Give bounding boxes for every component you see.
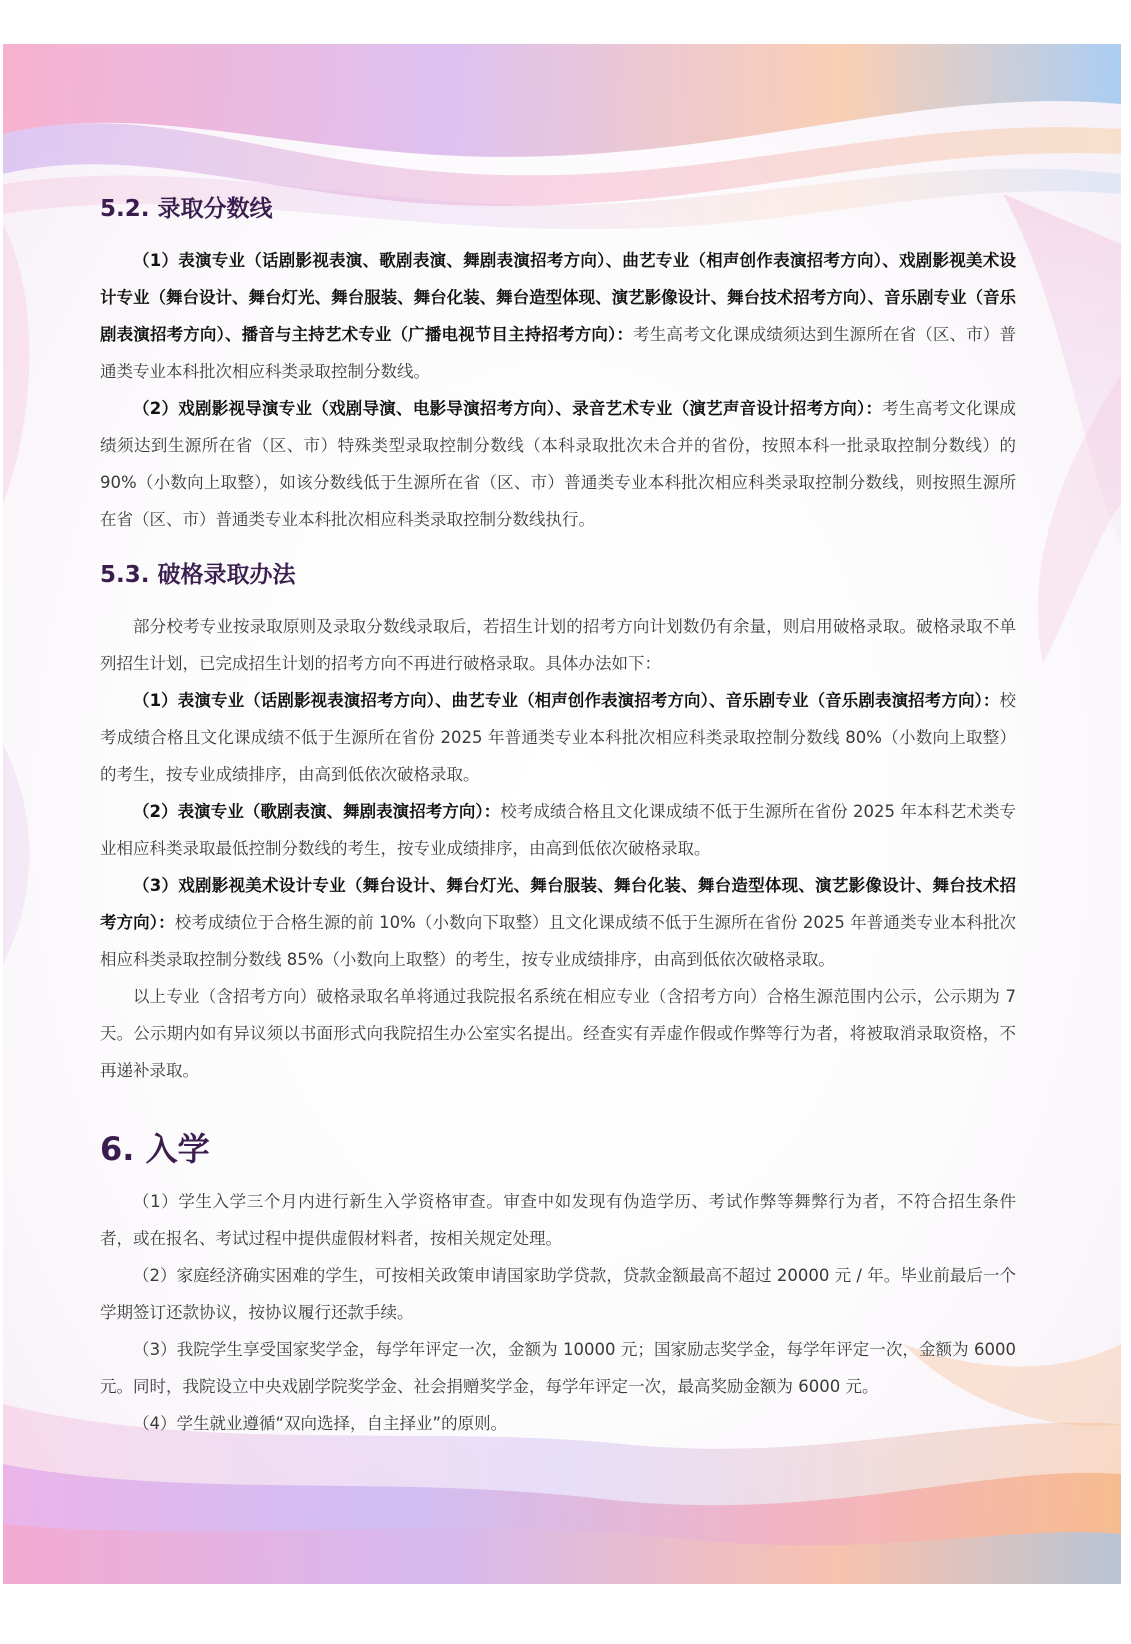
paragraph-lead: （1）表演专业（话剧影视表演、歌剧表演、舞剧表演招考方向）、曲艺专业（相声创作表演招考方向）、戏剧影视美术设计专业（舞台设计、舞台灯光、舞台服装、舞台化装、舞台造型体现、演艺影像设计、舞台技术招考方向）、音乐剧专业（音乐剧表演招考方向）、播音与主持艺术专业（广播电视节目主持招考方向）： — [100, 251, 1016, 344]
paragraph-text: 考生高考文化课成绩须达到生源所在省（区、市）特殊类型录取控制分数线（本科录取批次未合并的省份，按照本科一批录取控制分数线）的 90%（小数向上取整），如该分数线低于生源所在省（区、市）普通类专业本科批次相应科类录取控制分数线，则按照生源所在省（区、市）普通类专业本科批次相应科类录取控制分数线执行。 — [100, 399, 1017, 529]
paragraph-lead: （1）表演专业（话剧影视表演招考方向）、曲艺专业（相声创作表演招考方向）、音乐剧专业（音乐剧表演招考方向）： — [133, 691, 1000, 710]
section-6 — [100, 1129, 1016, 1442]
paragraph-lead: （2）戏剧影视导演专业（戏剧导演、电影导演招考方向）、录音艺术专业（演艺声音设计招考方向）： — [133, 399, 883, 418]
section-title: 5.3. 破格录取办法 — [100, 562, 296, 588]
paragraph: （3）我院学生享受国家奖学金，每学年评定一次，金额为 10000 元；国家励志奖学金，每学年评定一次，金额为 6000 元。同时，我院设立中央戏剧学院奖学金、社会捐赠奖学金，每学年评定一次，最高奖励金额为 6000 元。 — [100, 1340, 1016, 1396]
paragraph: （4）学生就业遵循“双向选择，自主择业”的原则。 — [133, 1414, 508, 1433]
paragraph-text: 校考成绩合格且文化课成绩不低于生源所在省份 2025 年普通类专业本科批次相应科类录取控制分数线 80%（小数向上取整）的考生，按专业成绩排序，由高到低依次破格录取。 — [100, 691, 1016, 784]
paragraph-text: 校考成绩位于合格生源的前 10%（小数向下取整）且文化课成绩不低于生源所在省份 2025 年普通类专业本科批次相应科类录取控制分数线 85%（小数向上取整）的考生，按专业成绩排序，由高到低依次破格录取。 — [100, 913, 1017, 969]
paragraph — [100, 242, 1016, 390]
paragraph: 部分校考专业按录取原则及录取分数线录取后，若招生计划的招考方向计划数仍有余量，则启用破格录取。破格录取不单列招生计划，已完成招生计划的招考方向不再进行破格录取。具体办法如下： — [100, 617, 1016, 673]
section-5-3 — [100, 560, 1016, 1089]
paragraph — [100, 793, 1016, 867]
paragraph — [100, 682, 1016, 793]
paragraph-text: 考生高考文化课成绩须达到生源所在省（区、市）普通类专业本科批次相应科类录取控制分数线。 — [100, 325, 1017, 381]
section-title: 5.2. 录取分数线 — [100, 196, 273, 222]
brochure-page — [3, 44, 1121, 1584]
paragraph-text: 校考成绩合格且文化课成绩不低于生源所在省份 2025 年本科艺术类专业相应科类录取最低控制分数线的考生，按专业成绩排序，由高到低依次破格录取。 — [100, 802, 1017, 858]
document-body — [100, 194, 1016, 1460]
paragraph-lead: （3）戏剧影视美术设计专业（舞台设计、舞台灯光、舞台服装、舞台化装、舞台造型体现、演艺影像设计、舞台技术招考方向）： — [100, 876, 1016, 932]
section-5-2 — [100, 194, 1016, 538]
paragraph-lead: （2）表演专业（歌剧表演、舞剧表演招考方向）： — [133, 802, 501, 821]
chapter-title: 6. 入学 — [100, 1130, 210, 1168]
paragraph — [100, 867, 1016, 978]
paragraph: （2）家庭经济确实困难的学生，可按相关政策申请国家助学贷款，贷款金额最高不超过 20000 元 / 年。毕业前最后一个学期签订还款协议，按协议履行还款手续。 — [100, 1266, 1016, 1322]
paragraph: 以上专业（含招考方向）破格录取名单将通过我院报名系统在相应专业（含招考方向）合格生源范围内公示，公示期为 7 天。公示期内如有异议须以书面形式向我院招生办公室实名提出。经查实有弄虚作假或作弊等行为者，将被取消录取资格，不再递补录取。 — [100, 987, 1016, 1080]
paragraph: （1）学生入学三个月内进行新生入学资格审查。审查中如发现有伪造学历、考试作弊等舞弊行为者，不符合招生条件者，或在报名、考试过程中提供虚假材料者，按相关规定处理。 — [100, 1192, 1016, 1248]
paragraph — [100, 390, 1016, 538]
